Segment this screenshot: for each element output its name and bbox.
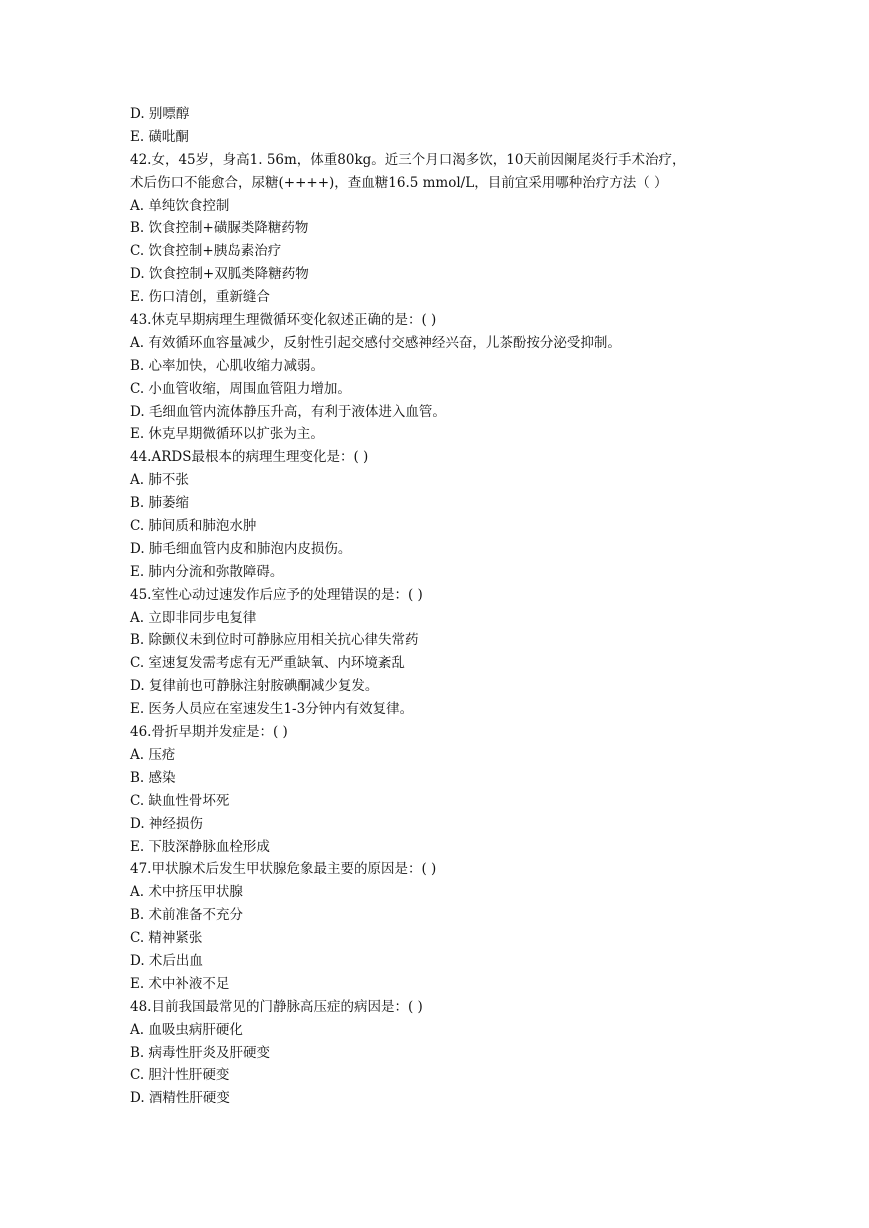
question-46: 46.骨折早期并发症是：( ) bbox=[130, 724, 288, 741]
option-b-q44: B. 肺萎缩 bbox=[130, 495, 190, 512]
option-c-q44: C. 肺间质和肺泡水肿 bbox=[130, 518, 257, 535]
question-47: 47.甲状腺术后发生甲状腺危象最主要的原因是：( ) bbox=[130, 861, 437, 878]
option-c-q46: C. 缺血性骨坏死 bbox=[130, 792, 230, 809]
option-e-q43: E. 休克早期微循环以扩张为主。 bbox=[130, 426, 324, 443]
option-a-q47: A. 术中挤压甲状腺 bbox=[130, 884, 243, 901]
option-e-q46: E. 下肢深静脉血栓形成 bbox=[130, 838, 270, 855]
question-42-line-2: 术后伤口不能愈合，尿糖(++++)，查血糖16.5 mmol/L，目前宜采用哪种治疗方法（ ） bbox=[130, 174, 668, 191]
option-e-q42: E. 伤口清创，重新缝合 bbox=[130, 289, 270, 306]
option-a-q45: A. 立即非同步电复律 bbox=[130, 609, 257, 626]
question-43: 43.休克早期病理生理微循环变化叙述正确的是：( ) bbox=[130, 312, 437, 329]
option-e-q47: E. 术中补液不足 bbox=[130, 975, 230, 992]
question-48: 48.目前我国最常见的门静脉高压症的病因是：( ) bbox=[130, 998, 423, 1015]
option-a-q42: A. 单纯饮食控制 bbox=[130, 197, 230, 214]
document-text bbox=[130, 103, 760, 1110]
option-d-q42: D. 饮食控制+双胍类降糖药物 bbox=[130, 266, 309, 283]
option-a-q43: A. 有效循环血容量减少，反射性引起交感付交感神经兴奋，儿茶酚按分泌受抑制。 bbox=[130, 334, 621, 351]
option-d-q47: D. 术后出血 bbox=[130, 952, 203, 969]
option-b-q48: B. 病毒性肝炎及肝硬变 bbox=[130, 1044, 271, 1061]
option-c-q45: C. 室速复发需考虑有无严重缺氧、内环境紊乱 bbox=[130, 655, 405, 672]
option-d-q46: D. 神经损伤 bbox=[130, 815, 203, 832]
option-d-q43: D. 毛细血管内流体静压升高，有利于液体进入血管。 bbox=[130, 403, 446, 420]
option-e-q41: E. 磺吡酮 bbox=[130, 128, 189, 145]
question-45: 45.室性心动过速发作后应予的处理错误的是：( ) bbox=[130, 586, 423, 603]
question-44: 44.ARDS最根本的病理生理变化是：( ) bbox=[130, 449, 369, 466]
option-c-q48: C. 胆汁性肝硬变 bbox=[130, 1067, 230, 1084]
option-c-q42: C. 饮食控制+胰岛素治疗 bbox=[130, 243, 282, 260]
option-a-q48: A. 血吸虫病肝硬化 bbox=[130, 1021, 243, 1038]
option-b-q47: B. 术前准备不充分 bbox=[130, 907, 244, 924]
question-42-line-1: 42.女，45岁，身高1. 56m，体重80kg。近三个月口渴多饮，10天前因阑尾炎行手术治疗， bbox=[130, 151, 686, 168]
option-e-q44: E. 肺内分流和弥散障碍。 bbox=[130, 563, 284, 580]
option-c-q47: C. 精神紧张 bbox=[130, 930, 203, 947]
option-d-q44: D. 肺毛细血管内皮和肺泡内皮损伤。 bbox=[130, 540, 352, 557]
option-e-q45: E. 医务人员应在室速发生1-3分钟内有效复律。 bbox=[130, 701, 414, 718]
option-d-q45: D. 复律前也可静脉注射胺碘酮减少复发。 bbox=[130, 678, 379, 695]
option-b-q43: B. 心率加快，心肌收缩力减弱。 bbox=[130, 357, 325, 374]
option-b-q42: B. 饮食控制+磺脲类降糖药物 bbox=[130, 220, 309, 237]
option-b-q46: B. 感染 bbox=[130, 769, 176, 786]
option-a-q46: A. 压疮 bbox=[130, 746, 176, 763]
option-d-q48: D. 酒精性肝硬变 bbox=[130, 1090, 230, 1107]
option-a-q44: A. 肺不张 bbox=[130, 472, 189, 489]
option-c-q43: C. 小血管收缩，周围血管阻力增加。 bbox=[130, 380, 351, 397]
option-b-q45: B. 除颤仪未到位时可静脉应用相关抗心律失常药 bbox=[130, 632, 419, 649]
option-d-q41: D. 别嘌醇 bbox=[130, 106, 190, 122]
